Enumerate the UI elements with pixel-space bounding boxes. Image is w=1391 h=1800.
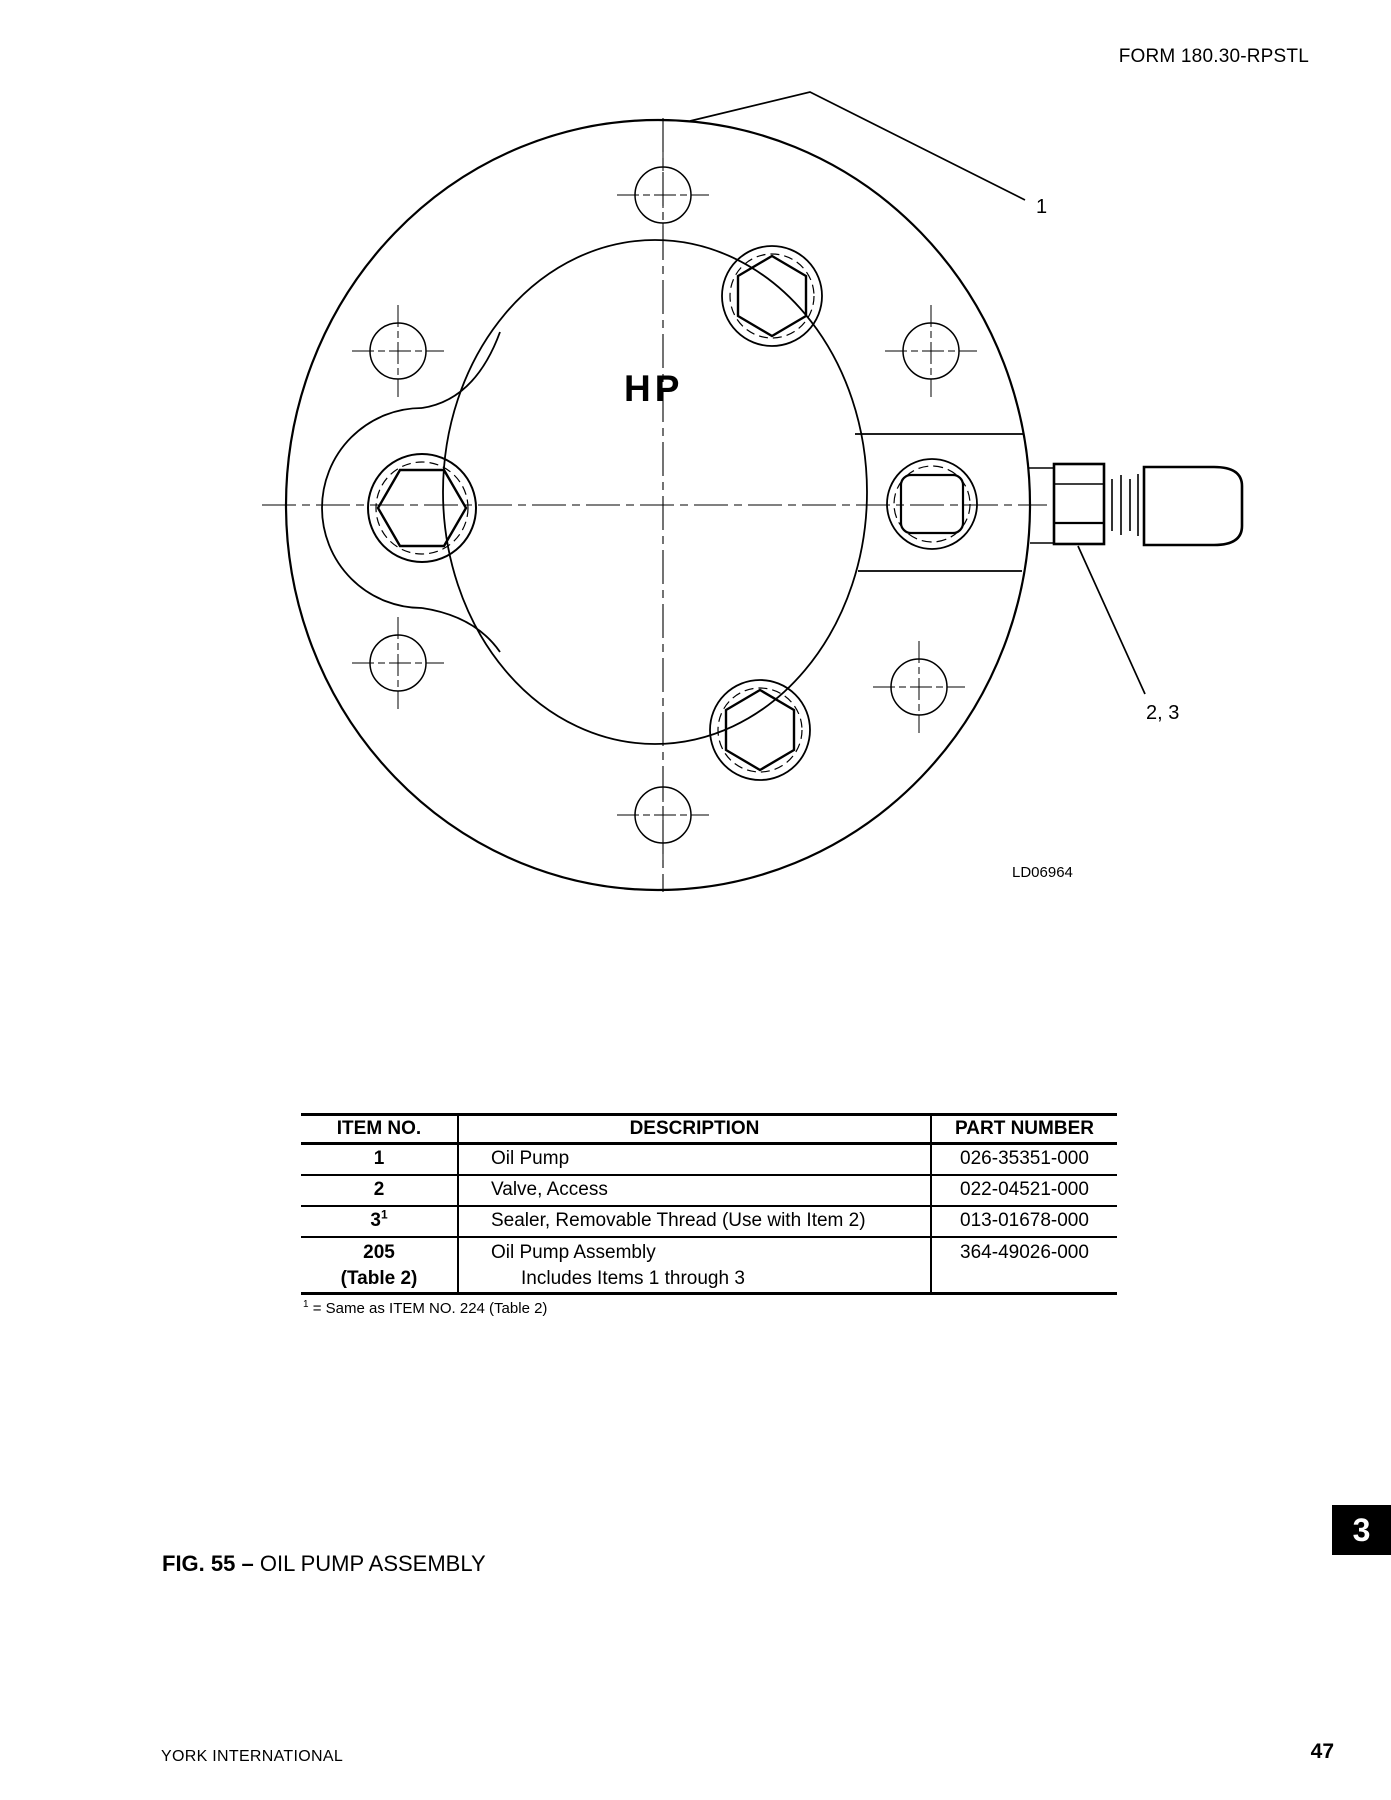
description-cell: Valve, Access (457, 1176, 930, 1205)
item-table-ref: (Table 2) (340, 1268, 418, 1289)
figure-caption-number: FIG. 55 – (162, 1551, 254, 1576)
description-cell: Oil Pump (457, 1145, 930, 1174)
callout-label-2-3: 2, 3 (1146, 702, 1180, 724)
hex-plug-bottom (710, 680, 810, 780)
access-valve (1028, 464, 1242, 545)
description-cell (457, 1238, 930, 1292)
figure-caption-title: OIL PUMP ASSEMBLY (259, 1551, 486, 1576)
footer-company: YORK INTERNATIONAL (161, 1748, 344, 1765)
hex-plug-top (722, 246, 822, 346)
form-number: FORM 180.30-RPSTL (1118, 46, 1309, 67)
item-cell (301, 1238, 457, 1292)
table-header-row (301, 1116, 1117, 1145)
valve-cap (1144, 467, 1242, 545)
part-number-cell: 022-04521-000 (930, 1176, 1117, 1205)
hp-marking: HP (624, 368, 684, 409)
description-cell: Sealer, Removable Thread (Use with Item 2) (457, 1207, 930, 1236)
access-port (887, 459, 977, 549)
item-cell: 2 (373, 1179, 385, 1200)
header-description: DESCRIPTION (457, 1116, 930, 1142)
hex-plug-left (368, 454, 476, 562)
parts-table (301, 1113, 1117, 1295)
figure-caption (162, 1551, 486, 1577)
section-tab: 3 (1332, 1505, 1391, 1555)
footnote-marker: 1 (303, 1299, 309, 1310)
part-number-cell: 364-49026-000 (930, 1238, 1117, 1292)
footnote-text: = Same as ITEM NO. 224 (Table 2) (312, 1300, 548, 1317)
callout-label-1: 1 (1036, 196, 1048, 218)
header-part-number: PART NUMBER (930, 1116, 1117, 1142)
footnote (303, 1300, 547, 1317)
item-number: 205 (363, 1242, 395, 1263)
leader-lines (690, 92, 1145, 694)
header-item-no: ITEM NO. (336, 1118, 422, 1139)
table-row (301, 1238, 1117, 1292)
table-row (301, 1176, 1117, 1207)
part-number-cell: 026-35351-000 (930, 1145, 1117, 1174)
item-number: 3 (370, 1210, 381, 1231)
table-row (301, 1207, 1117, 1238)
item-cell: 1 (373, 1148, 385, 1169)
page-number: 47 (1310, 1740, 1334, 1763)
table-row (301, 1145, 1117, 1176)
description-line1: Oil Pump Assembly (491, 1242, 656, 1263)
item-cell (301, 1207, 457, 1236)
drawing-id-label: LD06964 (1012, 864, 1073, 881)
valve-threads (1112, 474, 1138, 536)
part-number-cell: 013-01678-000 (930, 1207, 1117, 1236)
item-footnote-marker: 1 (380, 1207, 388, 1222)
description-line2: Includes Items 1 through 3 (521, 1268, 745, 1289)
